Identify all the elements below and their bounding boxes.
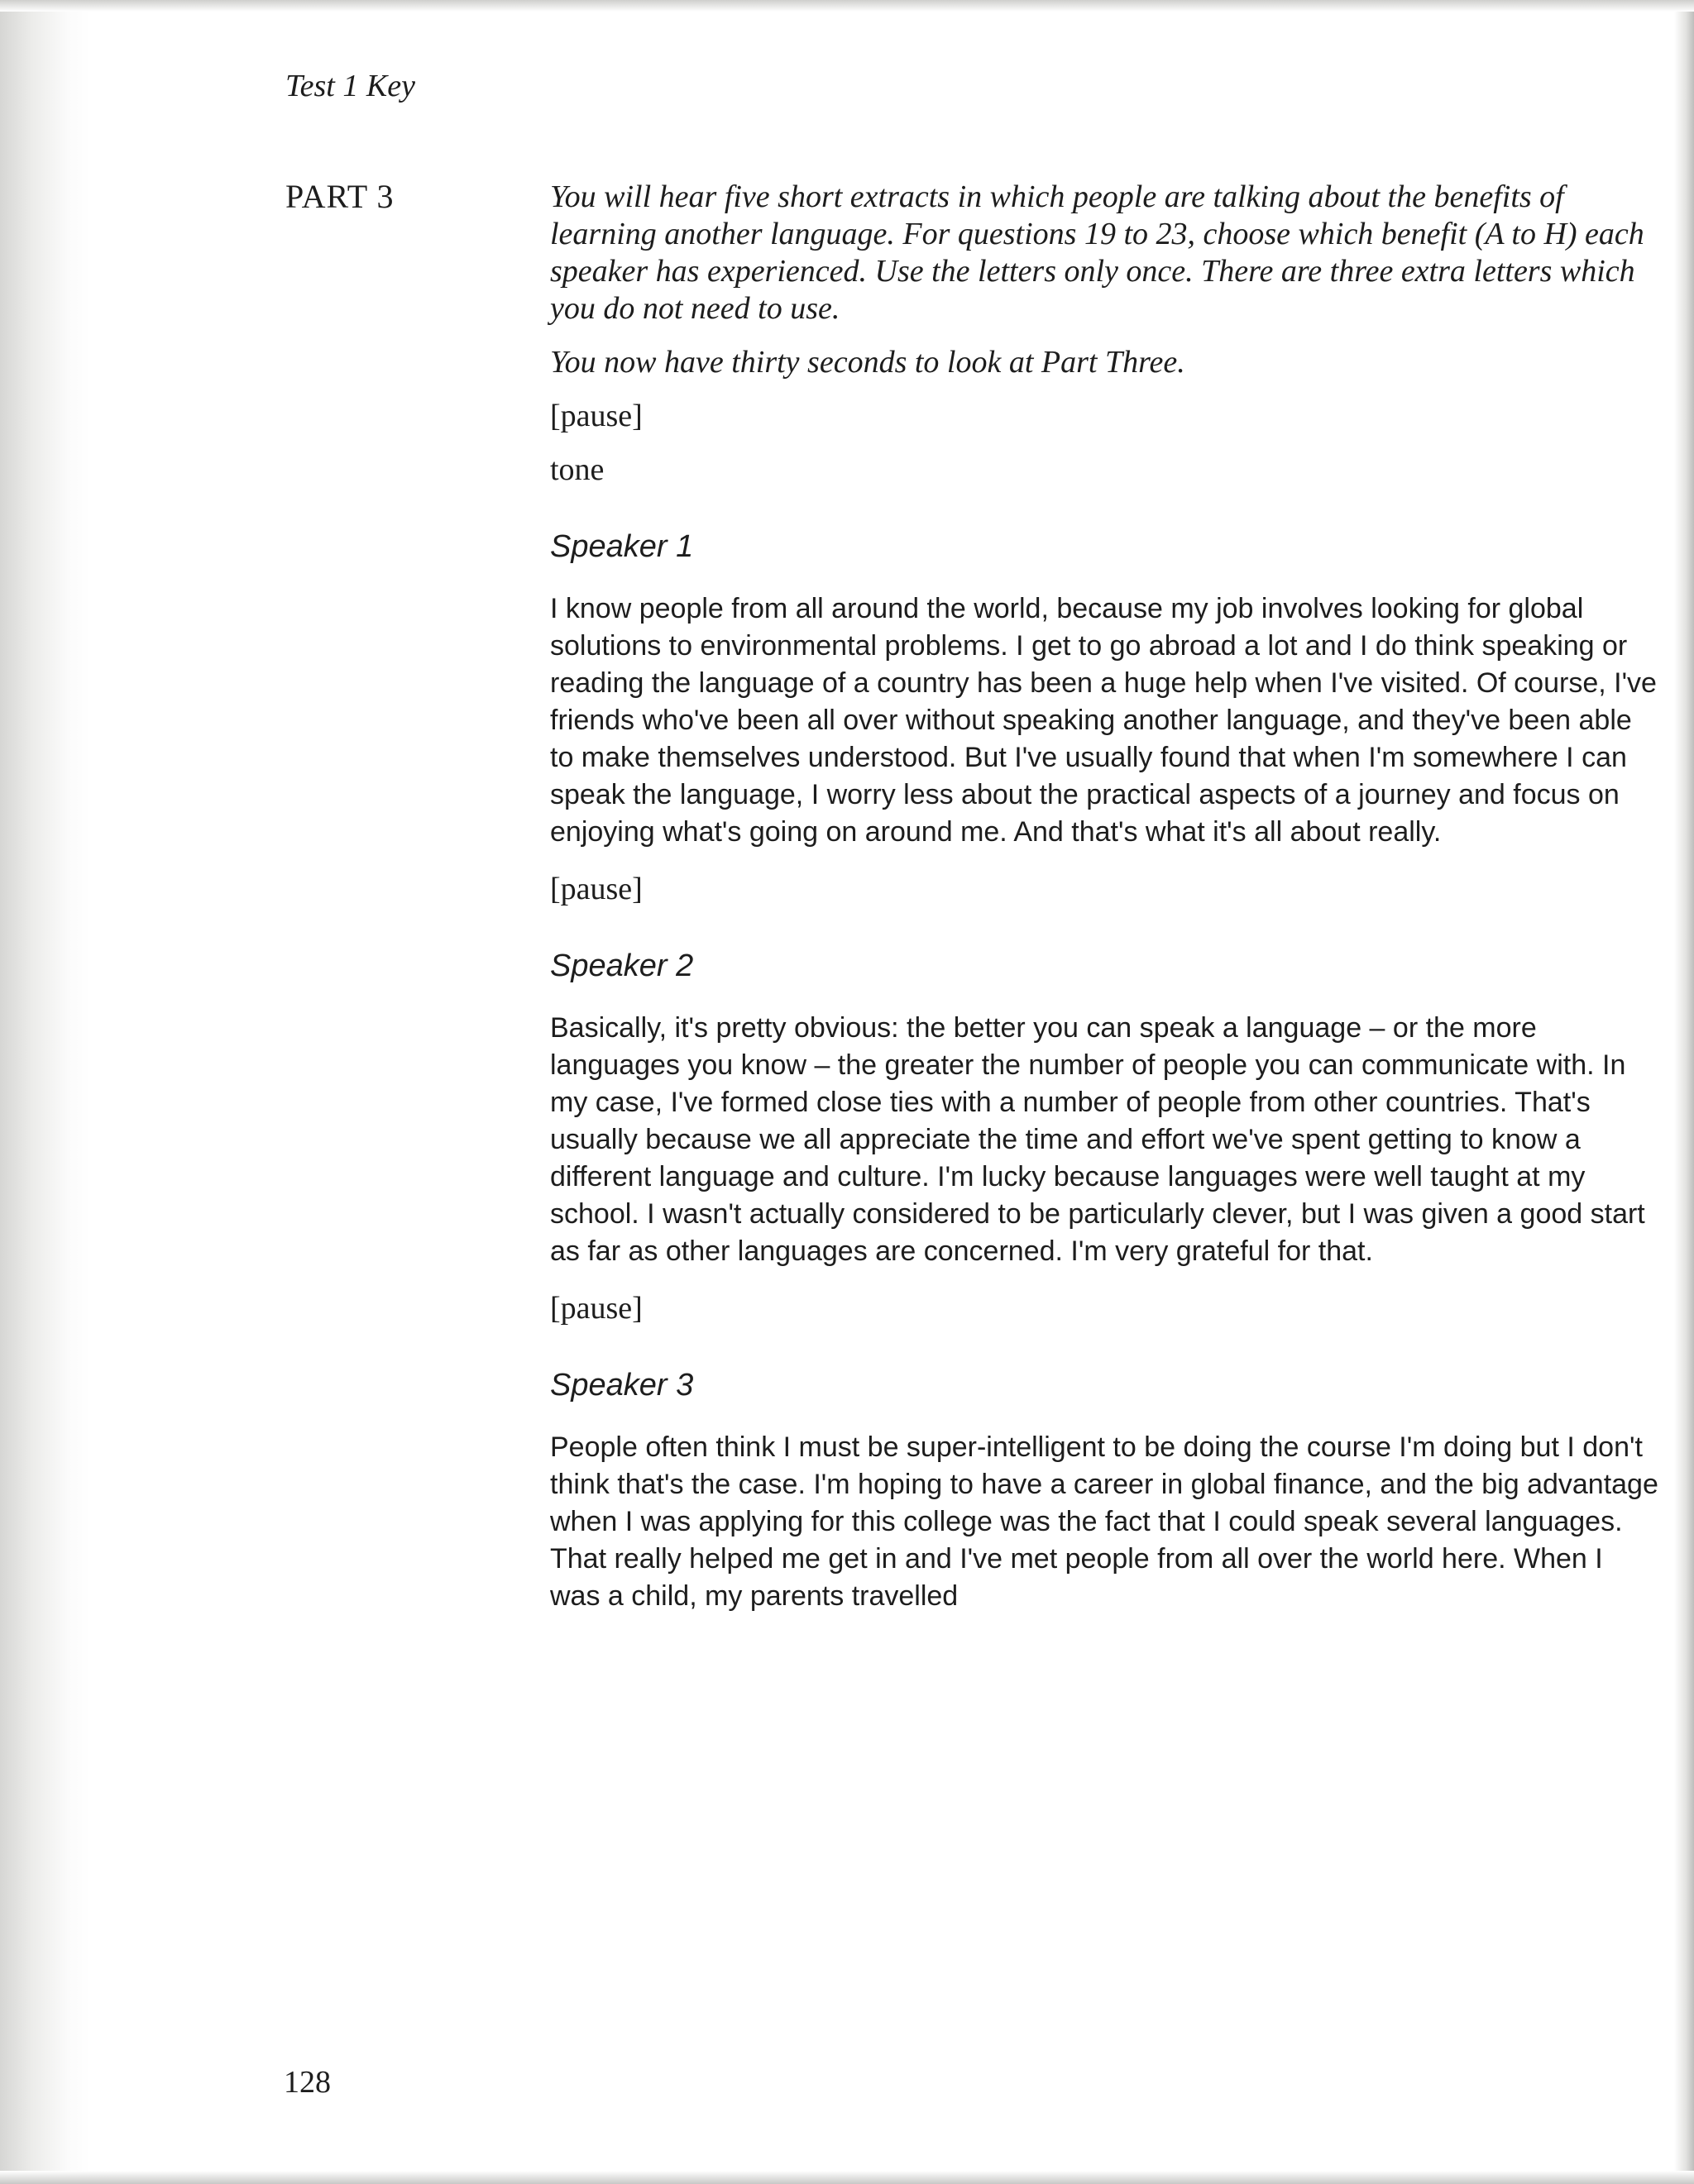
- task-instructions: You will hear five short extracts in which people are talking about the benefits of learning another language. For questions 19 to 23, choose which benefit (A to H) each speaker has experienced. Use the letters only once. There are three extra letters which you do not need to use.: [550, 179, 1644, 326]
- look-instruction: You now have thirty seconds to look at Part Three.: [550, 345, 1185, 380]
- page-gutter-shadow: [0, 0, 91, 2184]
- speaker-3-text: People often think I must be super-intelligent to be doing the course I'm doing but I don't think that's the case. I'm hoping to have a career in global finance, and the big advantage when I was applying for this college was the fact that I could speak several languages. That really helped me get in and I've met people from all over the world here. When I was a child, my parents travelled: [550, 1431, 1658, 1612]
- speaker-1-title: Speaker 1: [550, 529, 694, 564]
- pause-marker: [pause]: [550, 399, 643, 433]
- transcript-content: [550, 179, 1658, 1635]
- speaker-1-text: I know people from all around the world, because my job involves looking for global solutions to environmental problems. I get to go abroad a lot and I do think speaking or reading the language of a country has been a huge help when I've visited. Of course, I've friends who've been all over without speaking another language, and they've been able to make themselves understood. But I've usually found that when I'm somewhere I can speak the language, I worry less about the practical aspects of a journey and focus on enjoying what's going on around me. And that's what it's all about really.: [550, 593, 1657, 848]
- page-top-edge-shadow: [0, 0, 1694, 12]
- tone-marker: tone: [550, 452, 605, 487]
- page-bottom-edge-shadow: [0, 2171, 1694, 2184]
- page-right-edge-shadow: [1674, 0, 1694, 2184]
- page-number: 128: [284, 2065, 331, 2100]
- running-header: Test 1 Key: [285, 69, 415, 103]
- speaker-2-text: Basically, it's pretty obvious: the better you can speak a language – or the more languages you know – the greater the number of people you can communicate with. In my case, I've formed close ties with a number of people from other countries. That's usually because we all appreciate the time and effort we've spent getting to know a different language and culture. I'm lucky because languages were well taught at my school. I wasn't actually considered to be particularly clever, but I was given a good start as far as other languages are concerned. I'm very grateful for that.: [550, 1012, 1645, 1267]
- pause-marker: [pause]: [550, 872, 643, 906]
- pause-marker: [pause]: [550, 1291, 643, 1326]
- speaker-2-title: Speaker 2: [550, 949, 694, 983]
- speaker-3-title: Speaker 3: [550, 1368, 694, 1403]
- part-label: PART 3: [285, 178, 395, 215]
